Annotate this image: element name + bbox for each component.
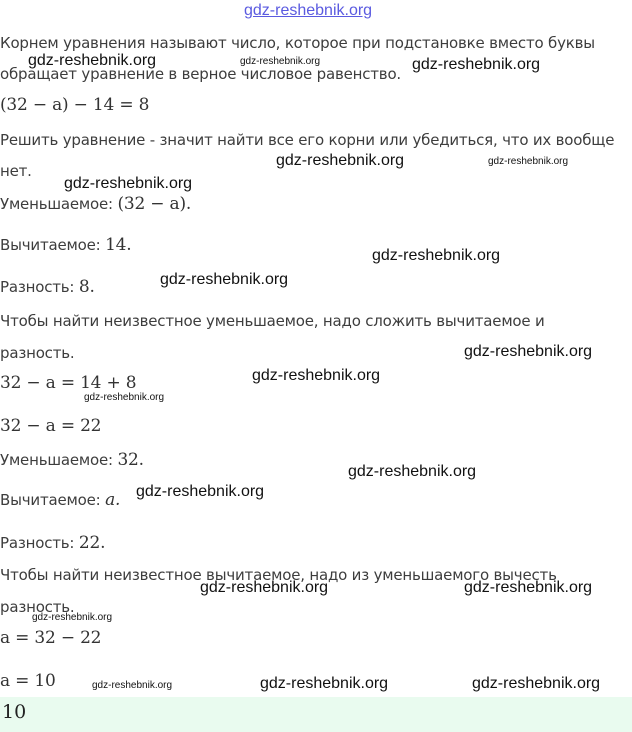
- subtrahend-2-label: Вычитаемое:: [0, 491, 101, 509]
- equation-3: 32 − a = 22: [0, 416, 102, 436]
- subtrahend-label: Вычитаемое:: [0, 236, 101, 254]
- watermark: gdz-reshebnik.org: [488, 156, 569, 167]
- watermark: gdz-reshebnik.org: [472, 675, 601, 692]
- equation-2: 32 − a = 14 + 8: [0, 373, 137, 393]
- watermark: gdz-reshebnik.org: [32, 612, 113, 623]
- answer-value: 10: [2, 701, 27, 723]
- watermark: gdz-reshebnik.org: [84, 392, 165, 403]
- watermark: gdz-reshebnik.org: [412, 56, 541, 73]
- equation-5: a = 10: [0, 671, 56, 691]
- watermark: gdz-reshebnik.org: [240, 56, 321, 67]
- watermark-link[interactable]: gdz-reshebnik.org: [244, 2, 373, 19]
- difference-2-value: 22.: [78, 533, 106, 553]
- watermark: gdz-reshebnik.org: [372, 247, 501, 264]
- solve-definition-line-1: Решить уравнение - значит найти все его корни или убедиться, что их вообще: [0, 131, 615, 149]
- minuend-2-value: 32.: [117, 450, 144, 470]
- watermark: gdz-reshebnik.org: [276, 152, 405, 169]
- minuend-2-line: [0, 450, 144, 470]
- difference-value: 8.: [78, 277, 95, 297]
- answer-box: [0, 697, 632, 732]
- watermark: gdz-reshebnik.org: [260, 675, 389, 692]
- main-equation: (32 − a) − 14 = 8: [0, 95, 150, 115]
- definition-line-1: Корнем уравнения называют число, которое при подстановке вместо буквы: [0, 34, 595, 52]
- minuend-label: Уменьшаемое:: [0, 195, 113, 213]
- watermark: gdz-reshebnik.org: [348, 463, 477, 480]
- difference-label: Разность:: [0, 278, 75, 296]
- difference-line: [0, 277, 95, 297]
- watermark: gdz-reshebnik.org: [200, 579, 329, 596]
- watermark: gdz-reshebnik.org: [136, 483, 265, 500]
- watermark: gdz-reshebnik.org: [464, 579, 593, 596]
- watermark: gdz-reshebnik.org: [464, 343, 593, 360]
- equation-4: a = 32 − 22: [0, 628, 102, 648]
- subtrahend-2-line: [0, 490, 120, 510]
- subtrahend-2-value: a.: [105, 490, 121, 510]
- subtrahend-line: [0, 235, 132, 255]
- rule-minuend-line-1: Чтобы найти неизвестное уменьшаемое, надо сложить вычитаемое и: [0, 312, 545, 330]
- watermark: gdz-reshebnik.org: [252, 367, 381, 384]
- solve-definition-line-2: нет.: [0, 162, 32, 180]
- difference-2-label: Разность:: [0, 534, 75, 552]
- minuend-line: [0, 194, 191, 214]
- minuend-value: (32 − a).: [117, 194, 192, 214]
- watermark: gdz-reshebnik.org: [92, 680, 173, 691]
- watermark: gdz-reshebnik.org: [160, 271, 289, 288]
- watermark: gdz-reshebnik.org: [64, 175, 193, 192]
- definition-line-2: обращает уравнение в верное числовое равенство.: [0, 65, 401, 83]
- subtrahend-value: 14.: [105, 235, 132, 255]
- rule-minuend-line-2: разность.: [0, 344, 75, 362]
- minuend-2-label: Уменьшаемое:: [0, 451, 113, 469]
- difference-2-line: [0, 533, 105, 553]
- rule-subtrahend-line-2: разность.: [0, 598, 75, 616]
- rule-subtrahend-line-1: Чтобы найти неизвестное вычитаемое, надо из уменьшаемого вычесть: [0, 566, 557, 584]
- watermark: gdz-reshebnik.org: [28, 52, 157, 69]
